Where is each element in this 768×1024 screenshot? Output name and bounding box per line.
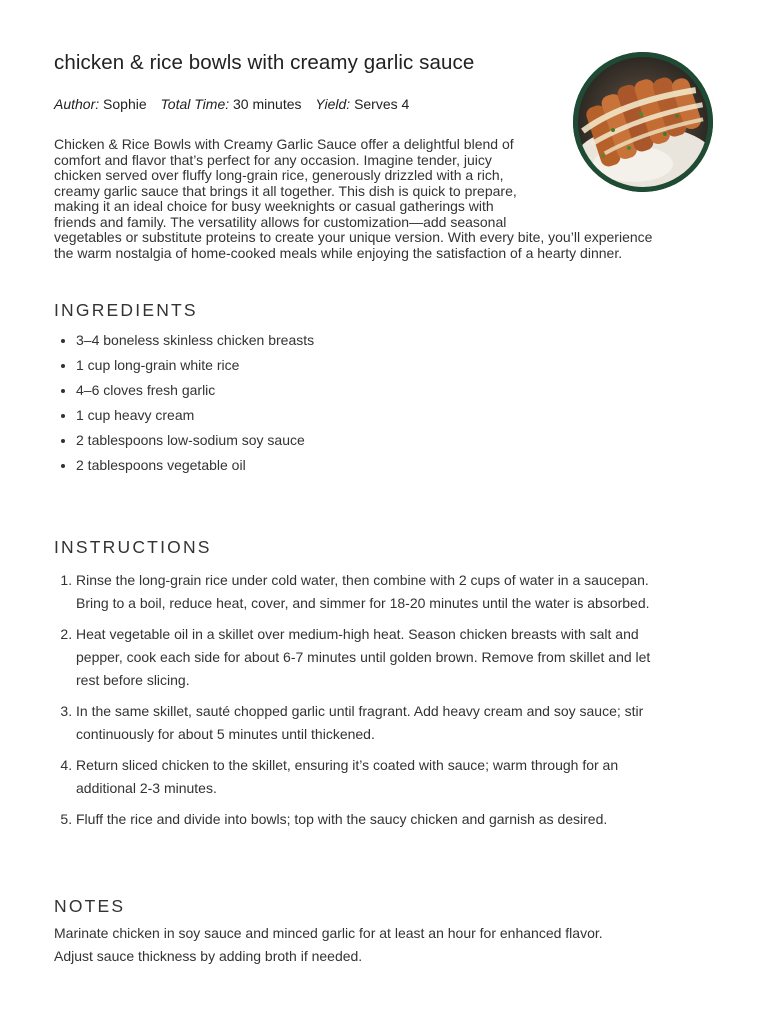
- step-line: 5. Fluff the rice and divide into bowls; top with the saucy chicken and garnish as desired.: [76, 811, 608, 827]
- description-line: making it an ideal choice for busy weeknights or casual gatherings with: [54, 198, 494, 214]
- instruction-step: [76, 700, 736, 746]
- instruction-step: [76, 569, 736, 615]
- yield-value: Serves 4: [354, 96, 410, 112]
- ingredients-heading: INGREDIENTS: [54, 300, 198, 320]
- description-line: Chicken & Rice Bowls with Creamy Garlic Sauce offer a delightful blend of: [54, 136, 514, 152]
- recipe-description: [54, 137, 714, 261]
- description-line: vegetables or substitute proteins to create your unique version. With every bite, you’ll experience: [54, 229, 653, 245]
- ingredient-item: • 1 cup heavy cream: [76, 405, 314, 430]
- ingredient-item: • 4–6 cloves fresh garlic: [76, 380, 314, 405]
- step-line: 3. In the same skillet, sauté chopped garlic until fragrant. Add heavy cream and soy sauce; stir: [76, 703, 644, 719]
- ingredient-item: • 3–4 boneless skinless chicken breasts: [76, 330, 314, 355]
- author-name: Sophie: [103, 96, 147, 112]
- step-line: additional 2-3 minutes.: [76, 780, 217, 796]
- instruction-step: [76, 623, 736, 692]
- description-line: creamy garlic sauce that brings it all together. This dish is quick to prepare,: [54, 182, 517, 199]
- ingredients-list: [54, 330, 314, 480]
- step-line: continuously for about 5 minutes until thickened.: [76, 726, 375, 742]
- description-line: the warm nostalgia of home-cooked meals while enjoying the satisfaction of a hearty dinner.: [54, 244, 623, 261]
- description-line: chicken served over fluffy long-grain rice, generously drizzled with a rich,: [54, 167, 504, 183]
- step-line: 2. Heat vegetable oil in a skillet over medium-high heat. Season chicken breasts with salt and: [76, 626, 639, 642]
- note-line: Marinate chicken in soy sauce and minced garlic for at least an hour for enhanced flavor.: [54, 925, 603, 941]
- instructions-list: [54, 569, 736, 839]
- description-line: friends and family. The versatility allows for customization—add seasonal: [54, 213, 507, 230]
- notes-heading: NOTES: [54, 896, 126, 916]
- instruction-step: [76, 808, 736, 831]
- step-line: 4. Return sliced chicken to the skillet, ensuring it’s coated with sauce; warm through for an: [76, 757, 619, 773]
- ingredient-item: • 1 cup long-grain white rice: [76, 355, 314, 380]
- step-line: 1. Rinse the long-grain rice under cold water, then combine with 2 cups of water in a saucepan.: [76, 572, 649, 588]
- note-line: Adjust sauce thickness by adding broth if needed.: [54, 948, 363, 964]
- author-label: Author:: [54, 96, 100, 112]
- ingredient-item: • 2 tablespoons low-sodium soy sauce: [76, 430, 314, 455]
- notes-body: [54, 922, 603, 968]
- step-line: pepper, cook each side for about 6-7 minutes until golden brown. Remove from skillet and let: [76, 649, 651, 665]
- total-time-value: 30 minutes: [233, 96, 302, 112]
- recipe-title: chicken & rice bowls with creamy garlic sauce: [54, 51, 475, 74]
- step-line: rest before slicing.: [76, 672, 190, 688]
- instructions-heading: INSTRUCTIONS: [54, 537, 212, 557]
- ingredient-item: • 2 tablespoons vegetable oil: [76, 455, 314, 480]
- yield-label: Yield:: [315, 96, 351, 112]
- instruction-step: [76, 754, 736, 800]
- total-time-label: Total Time:: [160, 96, 230, 112]
- step-line: Bring to a boil, reduce heat, cover, and simmer for 18-20 minutes until the water is absorbed.: [76, 595, 650, 611]
- recipe-meta: [54, 96, 419, 112]
- description-line: comfort and flavor that’s perfect for any occasion. Imagine tender, juicy: [54, 151, 492, 168]
